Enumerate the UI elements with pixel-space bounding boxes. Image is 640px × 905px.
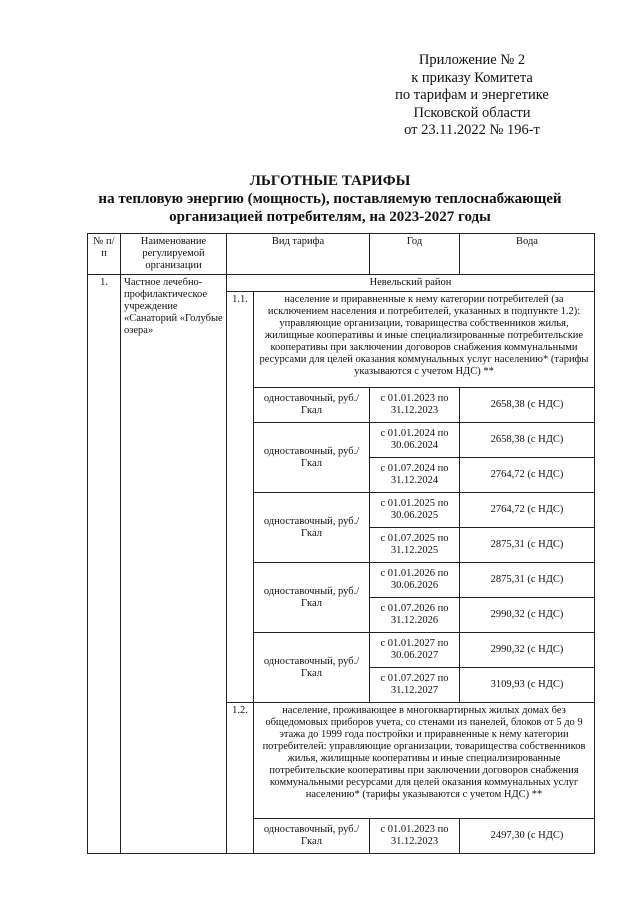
tariff-value: 2658,38 (с НДС)	[460, 423, 595, 458]
document-title	[90, 172, 570, 226]
section-number: 1.1.	[227, 292, 254, 703]
tariff-value: 2497,30 (с НДС)	[460, 819, 595, 854]
appendix-block	[382, 52, 562, 140]
tariff-period: с 01.01.2024 по 30.06.2024	[370, 423, 460, 458]
tariff-period: с 01.01.2023 по 31.12.2023	[370, 819, 460, 854]
title-line: ЛЬГОТНЫЕ ТАРИФЫ	[249, 173, 411, 189]
district-row	[88, 275, 595, 292]
tariff-period: с 01.07.2027 по 31.12.2027	[370, 668, 460, 703]
tariff-period: с 01.07.2025 по 31.12.2025	[370, 528, 460, 563]
tariff-period: с 01.01.2026 по 30.06.2026	[370, 563, 460, 598]
tariff-value: 2875,31 (с НДС)	[460, 528, 595, 563]
tariff-value: 2990,32 (с НДС)	[460, 598, 595, 633]
tariff-value: 2875,31 (с НДС)	[460, 563, 595, 598]
tariff-value: 2764,72 (с НДС)	[460, 458, 595, 493]
tariff-value: 3109,93 (с НДС)	[460, 668, 595, 703]
appendix-line: по тарифам и энергетике	[395, 87, 549, 103]
tariff-period: с 01.07.2024 по 31.12.2024	[370, 458, 460, 493]
tariff-period: с 01.01.2023 по 31.12.2023	[370, 388, 460, 423]
header-water: Вода	[460, 234, 595, 275]
tariff-type: одноставочный, руб./Гкал	[254, 633, 370, 703]
appendix-line: Псковской области	[413, 104, 531, 121]
section-description: население, проживающее в многоквартирных жилых домах без общедомовых приборов учета, со стенами из панелей, блоков от 5 до 9 этажа до 1999 года постройки и приравненные к нему категории потребителей: управляющие организации, товарищества собственников жилья, жилищные кооперативы и иные специализированные потребительские кооперативы при заключении договоров снабжения коммунальными ресурсами для целей оказания коммунальных услуг населению* (тарифы указываются с учетом НДС) **	[254, 703, 595, 819]
header-org: Наименование регулируемой организации	[121, 234, 227, 275]
title-line: на тепловую энергию (мощность), поставляемую теплоснабжающей	[98, 191, 562, 207]
title-line: организацией потребителям, на 2023-2027 годы	[169, 209, 491, 225]
header-year: Год	[370, 234, 460, 275]
tariff-type: одноставочный, руб./Гкал	[254, 563, 370, 633]
tariff-type: одноставочный, руб./Гкал	[254, 388, 370, 423]
tariff-type: одноставочный, руб./Гкал	[254, 423, 370, 493]
tariff-period: с 01.01.2027 по 30.06.2027	[370, 633, 460, 668]
tariff-type: одноставочный, руб./Гкал	[254, 493, 370, 563]
tariff-value: 2764,72 (с НДС)	[460, 493, 595, 528]
header-type: Вид тарифа	[227, 234, 370, 275]
tariff-table	[87, 233, 595, 854]
tariff-period: с 01.07.2026 по 31.12.2026	[370, 598, 460, 633]
header-num: № п/п	[88, 234, 121, 275]
section-description: население и приравненные к нему категории потребителей (за исключением населения и потребителей, указанных в подпункте 1.2): управляющие организации, товарищества собственников жилья, жилищные кооперативы и иные специализированные потребительские кооперативы при заключении договоров снабжения коммунальными ресурсами для целей оказания коммунальных услуг населению* (тарифы указываются с учетом НДС) **	[254, 292, 595, 388]
org-name: Частное лечебно-профилактическое учреждение «Санаторий «Голубые озера»	[121, 275, 227, 854]
appendix-line: Приложение № 2	[418, 52, 526, 68]
tariff-value: 2658,38 (с НДС)	[460, 388, 595, 423]
tariff-type: одноставочный, руб./Гкал	[254, 819, 370, 854]
tariff-period: с 01.01.2025 по 30.06.2025	[370, 493, 460, 528]
appendix-line: к приказу Комитета	[411, 69, 533, 86]
header-row	[88, 234, 595, 275]
section-number: 1.2.	[227, 703, 254, 854]
row-number: 1.	[88, 275, 121, 854]
district-name: Невельский район	[227, 275, 595, 292]
tariff-value: 2990,32 (с НДС)	[460, 633, 595, 668]
appendix-line: от 23.11.2022 № 196-т	[404, 122, 540, 138]
